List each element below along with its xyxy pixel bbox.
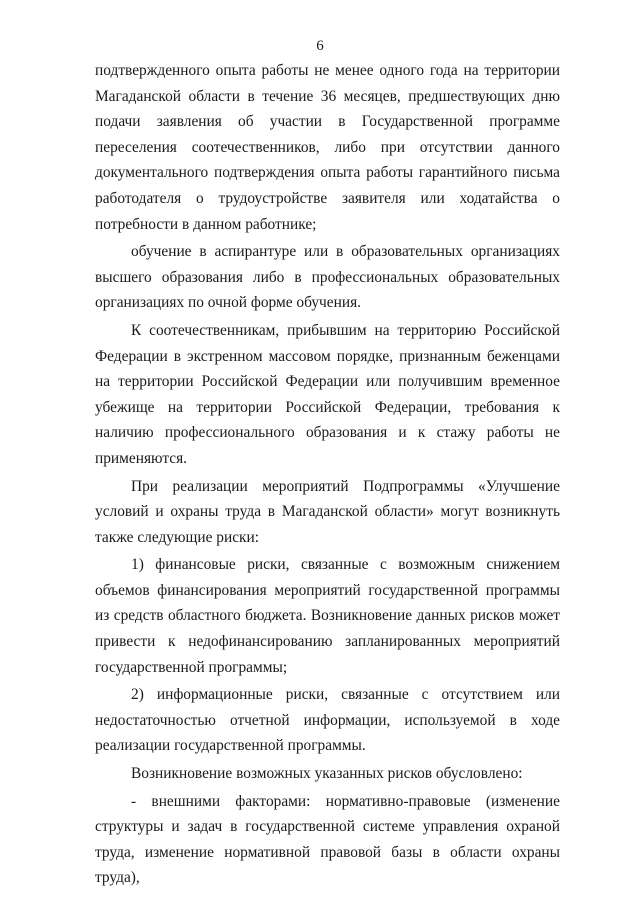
paragraph: При реализации мероприятий Подпрограммы «Улучшение условий и охраны труда в Магаданской области» могут возникнуть также следующие риски:	[95, 477, 560, 546]
document-body	[95, 58, 560, 893]
paragraph: Возникновение возможных указанных рисков обусловлено:	[131, 765, 523, 783]
paragraph: обучение в аспирантуре или в образовательных организациях высшего образования либо в профессиональных образовательных организациях по очной форме обучения.	[95, 243, 560, 312]
paragraph: 2) информационные риски, связанные с отсутствием или недостаточностью отчетной информации, используемой в ходе реализации государственной программы.	[95, 686, 560, 755]
paragraph: 1) финансовые риски, связанные с возможным снижением объемов финансирования мероприятий государственной программы из средств областного бюджета. Возникновение данных рисков может привести к недофинансированию запланированных мероприятий государственной программы;	[95, 556, 560, 676]
page-number: 6	[316, 38, 324, 54]
paragraph: - внешними факторами: нормативно-правовые (изменение структуры и задач в государственной системе управления охраной труда, изменение нормативной правовой базы в области охраны труда),	[95, 792, 560, 887]
paragraph: К соотечественникам, прибывшим на территорию Российской Федерации в экстренном массовом порядке, признанным беженцами на территории Российской Федерации или получившим временное убежище на территории Российской Федерации, требования к наличию профессионального образования и к стажу работы не применяются.	[95, 321, 560, 467]
paragraph: подтвержденного опыта работы не менее одного года на территории Магаданской области в течение 36 месяцев, предшествующих дню подачи заявления об участии в Государственной программе переселения соотечественников, либо при отсутствии данного документального подтверждения опыта работы гарантийного письма работодателя о трудоустройстве заявителя или ходатайства о потребности в данном работнике;	[95, 62, 560, 233]
